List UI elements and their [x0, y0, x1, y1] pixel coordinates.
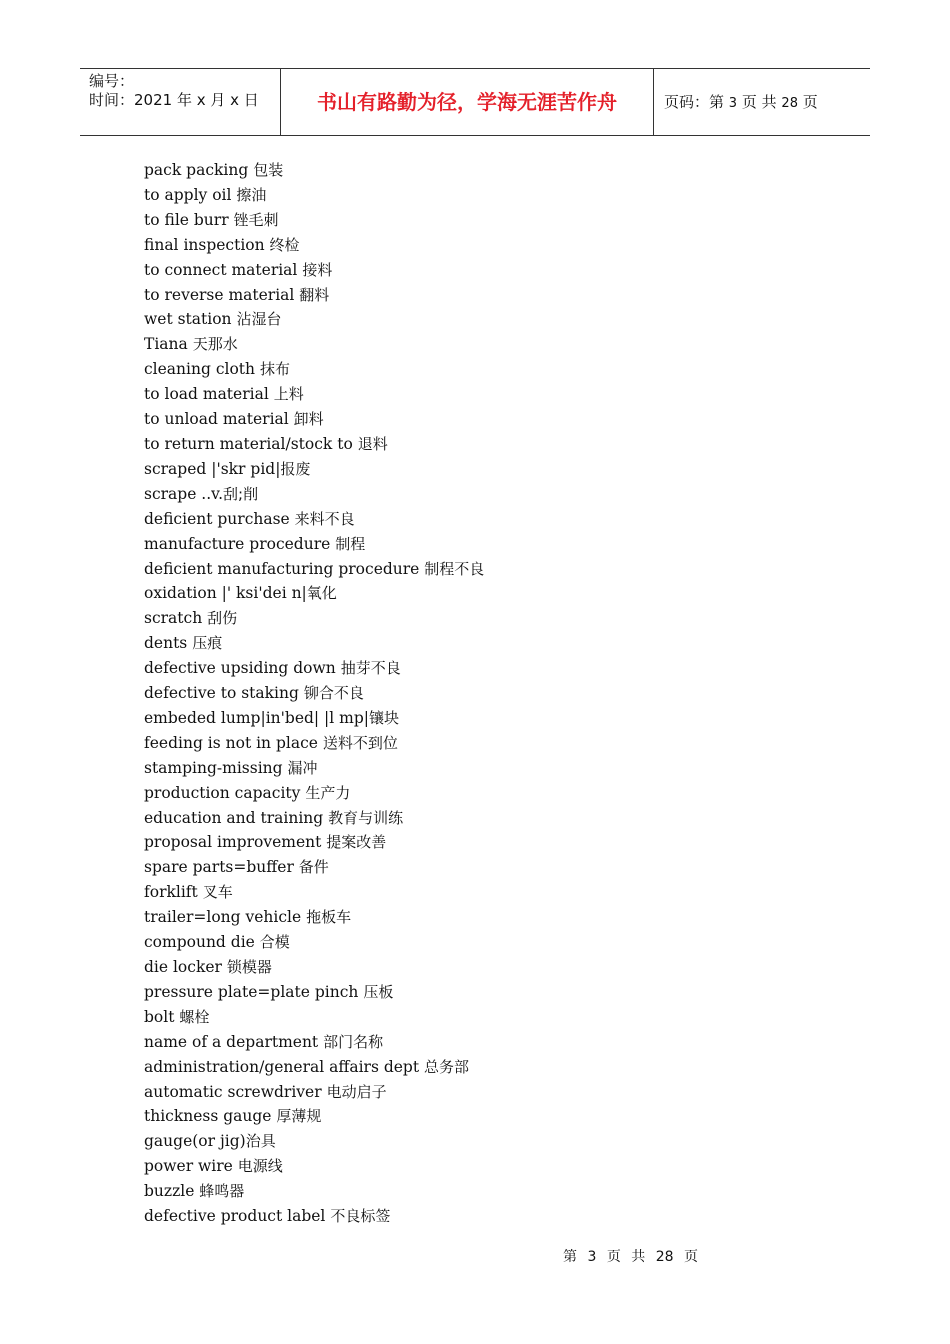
vocab-english: production capacity — [144, 783, 306, 802]
vocab-entry — [144, 855, 484, 880]
footer-ye2: 页 — [684, 1249, 699, 1265]
vocab-english: feeding is not in place — [144, 733, 323, 752]
vocab-english: defective product label — [144, 1207, 331, 1226]
vocab-english: scratch — [144, 609, 208, 628]
vocab-entry — [144, 631, 484, 656]
footer-current: 3 — [587, 1249, 597, 1265]
vocab-chinese: 擦油 — [236, 185, 267, 204]
vocab-chinese: 终检 — [269, 235, 300, 254]
vocab-entry — [144, 955, 484, 980]
vocab-english: bolt — [144, 1007, 180, 1026]
vocab-entry — [144, 1179, 484, 1204]
vocab-entry — [144, 1005, 484, 1030]
vocab-english: to connect material — [144, 260, 303, 279]
page-header — [80, 68, 870, 136]
vocab-chinese: 锁模器 — [226, 958, 272, 976]
vocab-chinese: 天那水 — [192, 335, 238, 354]
vocab-chinese: 退料 — [357, 434, 388, 453]
vocab-entry — [144, 357, 484, 382]
vocab-chinese: 电动启子 — [326, 1082, 387, 1101]
footer-di: 第 — [563, 1249, 577, 1265]
vocab-chinese: 漏冲 — [287, 758, 318, 777]
vocab-entry — [144, 507, 484, 532]
vocab-english: to unload material — [144, 410, 294, 429]
vocab-english: Tiana — [144, 335, 193, 354]
vocab-english: wet station — [144, 310, 237, 329]
vocab-chinese: 备件 — [298, 858, 329, 877]
vocab-chinese: 锉毛刺 — [233, 210, 279, 229]
vocab-chinese: 接料 — [302, 260, 333, 279]
vocab-entry — [144, 706, 484, 731]
time-value: 2021 年 x 月 x 日 — [134, 91, 259, 109]
footer-total: 28 — [655, 1249, 674, 1265]
vocab-chinese: 镶块 — [369, 708, 400, 727]
vocab-english: pressure plate=plate pinch — [144, 982, 364, 1001]
page-end: 页 — [802, 93, 818, 111]
vocabulary-list — [144, 158, 484, 1229]
vocab-entry — [144, 756, 484, 781]
vocab-english: spare parts=buffer — [144, 858, 299, 877]
vocab-entry — [144, 457, 484, 482]
vocab-english: name of a department — [144, 1032, 324, 1051]
vocab-chinese: 压板 — [363, 982, 394, 1001]
page-current: 3 — [728, 96, 738, 111]
vocab-chinese: 沾湿台 — [236, 310, 282, 329]
vocab-chinese: 螺栓 — [179, 1007, 210, 1026]
vocab-entry — [144, 482, 484, 507]
vocab-english: compound die — [144, 933, 260, 952]
vocab-chinese: 拖板车 — [306, 908, 352, 927]
vocab-chinese: 压痕 — [192, 634, 223, 653]
footer-gong: 共 — [631, 1249, 646, 1265]
vocab-english: forklift — [144, 883, 203, 902]
vocab-chinese: 包装 — [253, 161, 284, 179]
vocab-english: manufacture procedure — [144, 534, 336, 553]
vocab-english: proposal improvement — [144, 833, 327, 852]
vocab-entry — [144, 905, 484, 930]
vocab-entry — [144, 1055, 484, 1080]
header-info-cell — [80, 69, 281, 135]
vocab-english: scrape ..v. — [144, 484, 224, 503]
vocab-english: deficient manufacturing procedure — [144, 559, 425, 578]
vocab-chinese: 总务部 — [424, 1057, 470, 1076]
vocab-english: buzzle — [144, 1182, 200, 1201]
vocab-english: to reverse material — [144, 285, 300, 304]
vocab-entry — [144, 980, 484, 1005]
page-mid: 页 共 — [741, 93, 777, 111]
vocab-english: to load material — [144, 385, 274, 404]
vocab-english: stamping-missing — [144, 758, 288, 777]
vocab-chinese: 来料不良 — [294, 509, 355, 528]
vocab-chinese: 报废 — [280, 459, 311, 478]
vocab-entry — [144, 1080, 484, 1105]
vocab-entry — [144, 258, 484, 283]
vocab-english: scraped |'skr pid| — [144, 459, 281, 478]
vocab-english: dents — [144, 634, 193, 653]
page-total: 28 — [781, 96, 798, 111]
vocab-chinese: 叉车 — [202, 883, 233, 902]
vocab-entry — [144, 557, 484, 582]
vocab-entry — [144, 532, 484, 557]
vocab-english: final inspection — [144, 235, 270, 254]
vocab-chinese: 刮;削 — [223, 484, 259, 503]
vocab-entry — [144, 233, 484, 258]
vocab-english: administration/general affairs dept — [144, 1057, 425, 1076]
vocab-chinese: 抹布 — [259, 360, 290, 379]
vocab-chinese: 制程不良 — [424, 559, 485, 578]
vocab-chinese: 蜂鸣器 — [199, 1182, 245, 1201]
vocab-chinese: 不良标签 — [330, 1207, 391, 1226]
vocab-chinese: 卸料 — [293, 410, 324, 429]
header-page-info — [654, 69, 870, 135]
vocab-entry — [144, 332, 484, 357]
time-label: 时间： — [89, 91, 135, 109]
vocab-entry — [144, 806, 484, 831]
page-label: 页码：第 — [664, 93, 725, 111]
vocab-entry — [144, 880, 484, 905]
vocab-entry — [144, 581, 484, 606]
vocab-chinese: 氧化 — [306, 584, 337, 603]
vocab-entry — [144, 606, 484, 631]
vocab-entry — [144, 930, 484, 955]
vocab-chinese: 翻料 — [299, 285, 330, 304]
vocab-english: to return material/stock to — [144, 434, 358, 453]
vocab-chinese: 提案改善 — [326, 833, 387, 852]
vocab-english: to file burr — [144, 210, 234, 229]
vocab-entry — [144, 681, 484, 706]
vocab-entry — [144, 1104, 484, 1129]
vocab-english: defective to staking — [144, 684, 304, 703]
vocab-chinese: 合模 — [259, 933, 290, 952]
vocab-english: pack packing — [144, 161, 254, 179]
vocab-entry — [144, 1129, 484, 1154]
vocab-english: cleaning cloth — [144, 360, 260, 379]
vocab-chinese: 制程 — [335, 534, 366, 553]
vocab-entry — [144, 781, 484, 806]
vocab-chinese: 厚薄规 — [276, 1107, 322, 1126]
vocab-entry — [144, 407, 484, 432]
vocab-entry — [144, 731, 484, 756]
vocab-entry — [144, 158, 484, 183]
vocab-english: power wire — [144, 1157, 238, 1176]
vocab-chinese: 教育与训练 — [328, 808, 404, 827]
vocab-entry — [144, 830, 484, 855]
number-label: 编号： — [89, 72, 135, 90]
vocab-entry — [144, 307, 484, 332]
vocab-entry — [144, 1030, 484, 1055]
vocab-english: automatic screwdriver — [144, 1082, 327, 1101]
page-footer — [563, 1246, 704, 1266]
vocab-chinese: 抽芽不良 — [340, 659, 401, 678]
vocab-entry — [144, 432, 484, 457]
vocab-english: defective upsiding down — [144, 659, 341, 678]
vocab-english: to apply oil — [144, 185, 237, 204]
vocab-english: education and training — [144, 808, 329, 827]
vocab-entry — [144, 656, 484, 681]
vocab-chinese: 上料 — [273, 385, 304, 404]
vocab-english: embeded lump|in'bed| |l mp| — [144, 708, 370, 727]
vocab-chinese: 送料不到位 — [322, 733, 398, 752]
vocab-english: deficient purchase — [144, 509, 295, 528]
vocab-english: oxidation |' ksi'dei n| — [144, 584, 307, 603]
header-motto: 书山有路勤为径，学海无涯苦作舟 — [281, 69, 654, 135]
vocab-chinese: 铆合不良 — [303, 684, 364, 703]
time-line — [89, 91, 280, 110]
vocab-entry — [144, 382, 484, 407]
vocab-entry — [144, 1204, 484, 1229]
footer-ye1: 页 — [606, 1249, 621, 1265]
vocab-chinese: 电源线 — [237, 1157, 283, 1176]
vocab-english: thickness gauge — [144, 1107, 277, 1126]
vocab-english: trailer=long vehicle — [144, 908, 307, 927]
vocab-english: die locker — [144, 958, 227, 976]
vocab-entry — [144, 283, 484, 308]
vocab-english: gauge(or jig) — [144, 1132, 246, 1151]
vocab-chinese: 部门名称 — [323, 1032, 384, 1051]
vocab-entry — [144, 1154, 484, 1179]
vocab-chinese: 生产力 — [305, 783, 351, 802]
vocab-chinese: 刮伤 — [207, 609, 238, 628]
vocab-chinese: 治具 — [245, 1132, 276, 1151]
vocab-entry — [144, 183, 484, 208]
vocab-entry — [144, 208, 484, 233]
